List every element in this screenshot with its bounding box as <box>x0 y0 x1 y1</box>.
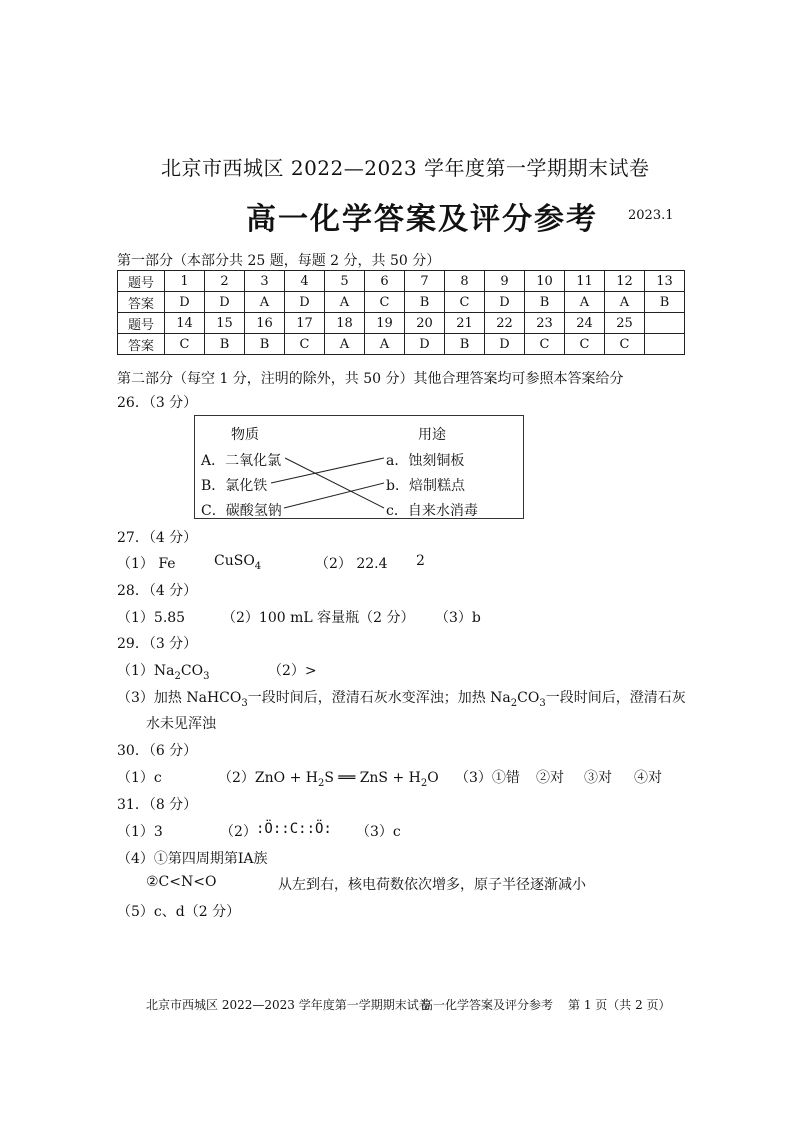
table-cell: 25 <box>605 313 645 334</box>
table-cell: 8 <box>445 271 485 292</box>
table-cell: C <box>445 292 485 313</box>
table-cell: C <box>165 334 205 355</box>
q30-answer-3d: ④对 <box>634 770 662 786</box>
table-cell: 5 <box>325 271 365 292</box>
q29-answer-3-cont: 水未见浑浊 <box>146 716 216 732</box>
table-cell: D <box>485 292 525 313</box>
table-cell: A <box>605 292 645 313</box>
table-cell: 3 <box>245 271 285 292</box>
table-cell: A <box>245 292 285 313</box>
question-number-row <box>118 313 685 334</box>
table-cell: 23 <box>525 313 565 334</box>
table-cell: 1 <box>165 271 205 292</box>
table-cell: 10 <box>525 271 565 292</box>
row-header-cell: 答案 <box>118 292 165 313</box>
table-cell: 19 <box>365 313 405 334</box>
q27-answer-1b: CuSO$_4$ <box>214 553 262 572</box>
question-number-row <box>118 271 685 292</box>
line-c-to-b <box>284 483 384 508</box>
table-cell: 16 <box>245 313 285 334</box>
table-cell: D <box>485 334 525 355</box>
part1-intro: 第一部分（本部分共 25 题，每题 2 分，共 50 分） <box>117 253 441 269</box>
footer-left: 北京市西城区 2022—2023 学年度第一学期期末试卷 <box>146 998 431 1012</box>
q30-answer-3c: ③对 <box>584 770 612 786</box>
q29-number: 29．（3 分） <box>117 636 198 652</box>
column-usage: 用途 <box>418 427 446 443</box>
answer-row <box>118 292 685 313</box>
table-cell: D <box>165 292 205 313</box>
q31-number: 31．（8 分） <box>117 797 198 813</box>
column-substance: 物质 <box>231 427 259 443</box>
table-cell: 13 <box>645 271 685 292</box>
q28-answer-2: （2）100 mL 容量瓶（2 分） <box>222 610 415 626</box>
q27-answer-2: （2） 22.4 <box>315 556 388 572</box>
matching-box <box>194 415 524 519</box>
table-cell: 21 <box>445 313 485 334</box>
table-cell: C <box>565 334 605 355</box>
table-cell: D <box>285 292 325 313</box>
table-cell: D <box>205 292 245 313</box>
q31-answer-3: （3）c <box>356 824 401 840</box>
usage-c: c．自来水消毒 <box>386 503 478 519</box>
q29-answer-3: （3）加热 NaHCO$_3$一段时间后，澄清石灰水变浑浊；加热 $Na_2CO_3$一段时间后，澄清石灰 <box>117 690 686 709</box>
table-cell <box>645 313 685 334</box>
q31-answer-4c: 从左到右，核电荷数依次增多，原子半径逐渐减小 <box>278 877 586 893</box>
q29-answer-2: （2）> <box>268 663 317 679</box>
table-cell: B <box>525 292 565 313</box>
table-cell: 20 <box>405 313 445 334</box>
q27-number: 27．（4 分） <box>117 530 198 546</box>
table-cell: 18 <box>325 313 365 334</box>
footer-middle: 高一化学答案及评分参考 <box>421 998 554 1012</box>
doc-title: 高一化学答案及评分参考 <box>246 202 598 237</box>
table-cell: 24 <box>565 313 605 334</box>
table-cell: A <box>325 334 365 355</box>
table-cell: B <box>645 292 685 313</box>
table-cell: B <box>405 292 445 313</box>
table-cell: C <box>525 334 565 355</box>
usage-a: a．蚀刻铜板 <box>386 453 465 469</box>
table-cell: 12 <box>605 271 645 292</box>
table-cell: 11 <box>565 271 605 292</box>
doc-date: 2023.1 <box>628 208 674 223</box>
q28-answer-1: （1）5.85 <box>117 610 186 626</box>
footer-page: 第 1 页（共 2 页） <box>568 998 671 1012</box>
table-cell <box>645 334 685 355</box>
usage-b: b．焙制糕点 <box>386 478 465 494</box>
q30-answer-1: （1）c <box>117 770 162 786</box>
answer-row <box>118 334 685 355</box>
table-cell: B <box>205 334 245 355</box>
q28-answer-3: （3）b <box>435 610 481 626</box>
table-cell: 14 <box>165 313 205 334</box>
q27-answer-1: （1） Fe <box>117 556 176 572</box>
part2-intro: 第二部分（每空 1 分，注明的除外，共 50 分）其他合理答案均可参照本答案给分 <box>117 371 624 387</box>
exam-title: 北京市西城区 2022—2023 学年度第一学期期末试卷 <box>161 156 650 180</box>
table-cell: C <box>605 334 645 355</box>
q30-number: 30．（6 分） <box>117 743 198 759</box>
answer-table <box>117 270 685 355</box>
table-cell: B <box>245 334 285 355</box>
table-cell: C <box>365 292 405 313</box>
table-cell: 17 <box>285 313 325 334</box>
q31-answer-2: （2） <box>220 824 257 840</box>
row-header-cell: 题号 <box>118 271 165 292</box>
table-cell: C <box>285 334 325 355</box>
q31-answer-5: （5）c、d（2 分） <box>117 904 241 920</box>
table-cell: A <box>365 334 405 355</box>
q30-answer-3b: ②对 <box>536 770 564 786</box>
substance-c: C．碳酸氢钠 <box>201 503 282 519</box>
table-cell: 6 <box>365 271 405 292</box>
table-cell: A <box>325 292 365 313</box>
table-cell: 7 <box>405 271 445 292</box>
electron-formula: :Ö::C::Ö: <box>256 821 332 837</box>
q26-number: 26．（3 分） <box>117 395 198 411</box>
q28-number: 28．（4 分） <box>117 583 198 599</box>
line-a-to-c <box>285 458 384 508</box>
table-cell: A <box>565 292 605 313</box>
q30-answer-2: $(2)ZnO + H_2S$ ══ ZnS + $H_2O$ <box>218 770 439 789</box>
q30-answer-3a: （3）①错 <box>455 770 520 786</box>
q31-answer-4b: ②C<N<O <box>146 874 217 890</box>
table-cell: B <box>445 334 485 355</box>
row-header-cell: 题号 <box>118 313 165 334</box>
q31-answer-1: （1）3 <box>117 824 163 840</box>
table-cell: 2 <box>205 271 245 292</box>
q27-answer-2b: 2 <box>416 553 425 569</box>
table-cell: 15 <box>205 313 245 334</box>
table-cell: 4 <box>285 271 325 292</box>
substance-a: A．二氧化氯 <box>201 453 282 469</box>
substance-b: B．氯化铁 <box>201 478 268 494</box>
row-header-cell: 答案 <box>118 334 165 355</box>
q29-answer-1: $(1)Na_2CO_3$ <box>117 663 210 682</box>
q31-answer-4a: （4）①第四周期第IA族 <box>117 851 268 867</box>
table-cell: D <box>405 334 445 355</box>
table-cell: 9 <box>485 271 525 292</box>
table-cell: 22 <box>485 313 525 334</box>
